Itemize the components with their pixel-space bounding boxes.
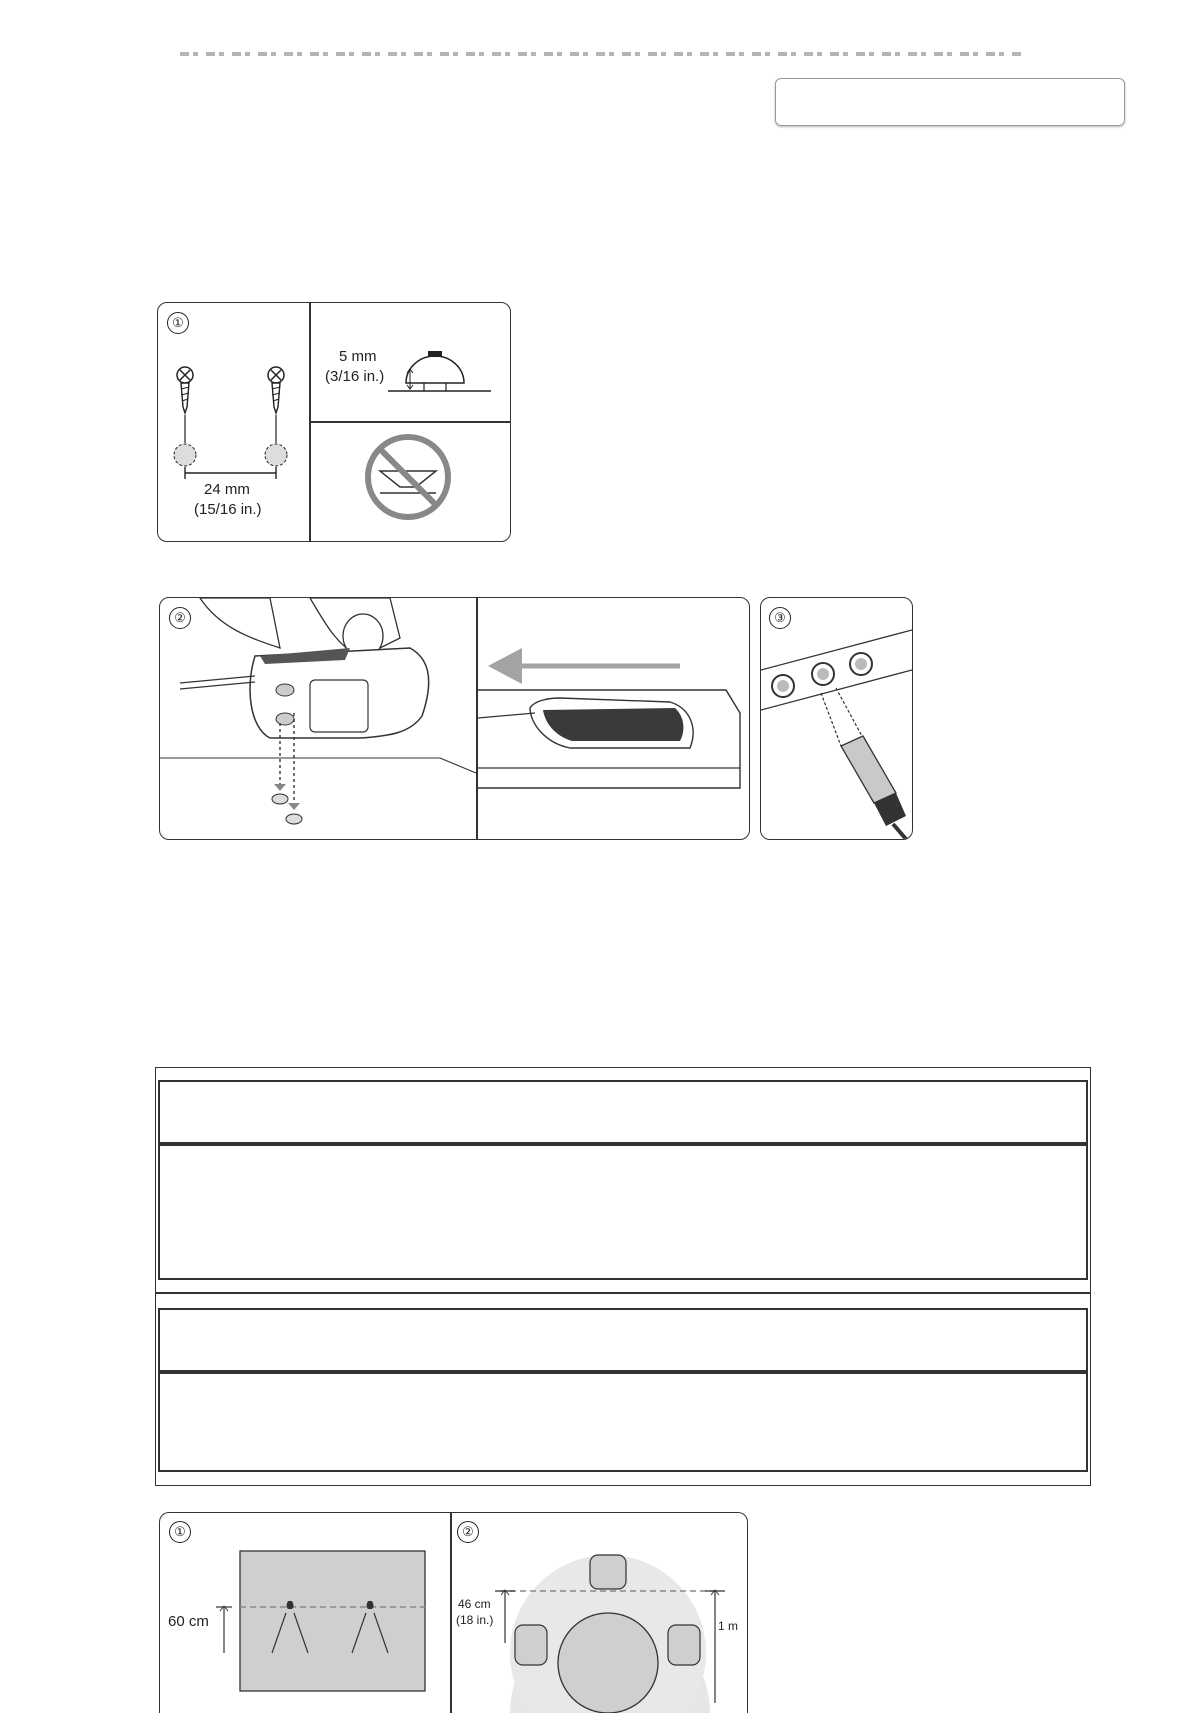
step-number: ② (169, 607, 191, 629)
screw-icon (174, 367, 196, 466)
screw-icon (265, 367, 287, 466)
table-row (158, 1308, 1088, 1372)
distance-46cm-label: 46 cm (458, 1597, 491, 1611)
spacing-mm-label: 24 mm (204, 481, 250, 498)
content-table (155, 1067, 1091, 1486)
table-divider (156, 1292, 1090, 1294)
table-row (158, 1080, 1088, 1144)
placement-illustration (160, 1513, 747, 1713)
screw-head-detail (388, 351, 491, 391)
attach-figure (159, 597, 750, 840)
prohibited-icon (368, 437, 448, 517)
spacing-in-label: (15/16 in.) (194, 501, 262, 518)
table-row (158, 1144, 1088, 1280)
header-box (775, 78, 1125, 126)
height-in-label: (3/16 in.) (325, 368, 385, 385)
connector-figure (760, 597, 913, 840)
distance-1m-label: 1 m (718, 1619, 739, 1633)
attach-illustration (160, 598, 749, 839)
step-number: ① (167, 312, 189, 334)
mounting-figure (157, 302, 511, 542)
step-number: ③ (769, 607, 791, 629)
connector-illustration (761, 598, 912, 839)
height-mm-label: 5 mm (339, 348, 377, 365)
placement-figure (159, 1512, 748, 1713)
table-row (158, 1372, 1088, 1472)
step-number: ① (169, 1521, 191, 1543)
distance-60cm-label: 60 cm (168, 1613, 209, 1630)
header-text-line (180, 52, 1025, 56)
distance-18in-label: (18 in.) (456, 1613, 494, 1627)
step-number: ② (457, 1521, 479, 1543)
